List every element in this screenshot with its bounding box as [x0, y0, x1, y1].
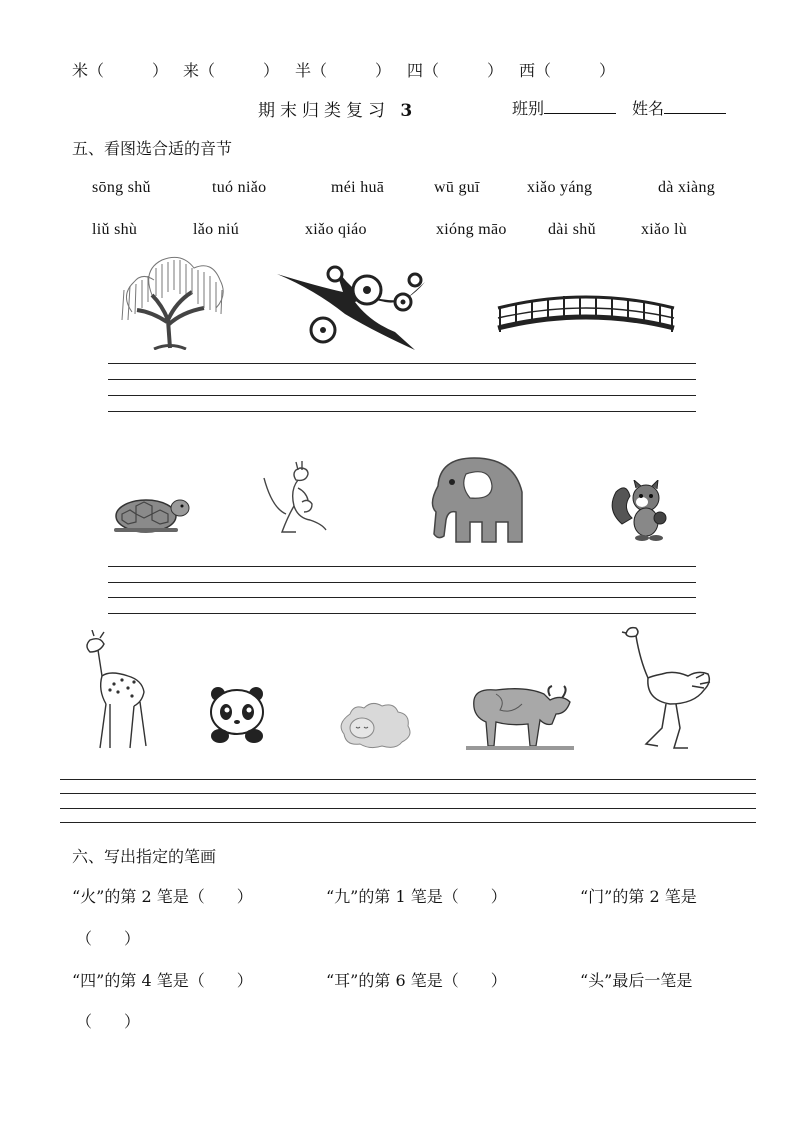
answer-line[interactable]	[60, 779, 756, 780]
lamb-image	[336, 700, 414, 750]
pinyin-option: méi huā	[331, 179, 385, 196]
willow-tree-image	[112, 250, 230, 350]
pinyin-option: xiǎo yáng	[527, 179, 593, 196]
stroke-question: “头”最后一笔是	[580, 971, 693, 990]
answer-line[interactable]	[60, 793, 756, 794]
pinyin-option: liǔ shù	[92, 221, 138, 238]
pinyin-option: xiǎo lù	[641, 221, 688, 238]
stroke-question: “耳”的第 6 笔是（ ）	[326, 971, 507, 990]
top-item-3: 半（ ）	[295, 61, 392, 80]
squirrel-image	[608, 480, 670, 542]
pinyin-option: sōng shǔ	[92, 179, 151, 196]
answer-line[interactable]	[108, 395, 696, 396]
elephant-image	[418, 456, 526, 544]
answer-line[interactable]	[108, 363, 696, 364]
stroke-answer-blank[interactable]: （ ）	[76, 1012, 141, 1031]
pinyin-option: dà xiàng	[658, 179, 716, 196]
stroke-question: “四”的第 4 笔是（ ）	[72, 971, 253, 990]
answer-line[interactable]	[108, 379, 696, 380]
class-field[interactable]: 班别	[512, 96, 616, 119]
answer-line[interactable]	[60, 808, 756, 809]
pinyin-option: xióng māo	[436, 221, 507, 238]
answer-line[interactable]	[108, 613, 696, 614]
pinyin-option: tuó niǎo	[212, 179, 267, 196]
stroke-answer-blank[interactable]: （ ）	[76, 929, 141, 948]
deer-image	[70, 630, 154, 752]
answer-line[interactable]	[108, 566, 696, 567]
answer-line[interactable]	[60, 822, 756, 823]
top-item-1: 米（ ）	[72, 61, 169, 80]
pinyin-option: lǎo niú	[193, 221, 240, 238]
page-title: 期末归类复习 3	[258, 101, 413, 121]
answer-line[interactable]	[108, 582, 696, 583]
answer-line[interactable]	[108, 411, 696, 412]
panda-image	[204, 684, 270, 746]
stroke-question: “门”的第 2 笔是	[580, 887, 697, 906]
kangaroo-image	[262, 458, 330, 534]
top-item-4: 四（ ）	[407, 61, 504, 80]
bridge-image	[496, 288, 676, 336]
pinyin-option: dài shǔ	[548, 221, 596, 238]
answer-line[interactable]	[108, 597, 696, 598]
stroke-question: “火”的第 2 笔是（ ）	[72, 887, 253, 906]
ostrich-image	[618, 620, 720, 752]
turtle-image	[110, 490, 190, 534]
stroke-question: “九”的第 1 笔是（ ）	[326, 887, 507, 906]
ox-image	[466, 680, 574, 752]
name-field[interactable]: 姓名	[632, 96, 726, 119]
top-item-2: 来（ ）	[183, 61, 280, 80]
pinyin-option: xiǎo qiáo	[305, 221, 367, 238]
plum-blossom-image	[275, 262, 435, 352]
top-item-5: 西（ ）	[519, 61, 616, 80]
pinyin-option: wū guī	[434, 179, 480, 196]
section5-heading: 五、看图选合适的音节	[72, 139, 233, 158]
section6-heading: 六、写出指定的笔画	[72, 847, 217, 866]
